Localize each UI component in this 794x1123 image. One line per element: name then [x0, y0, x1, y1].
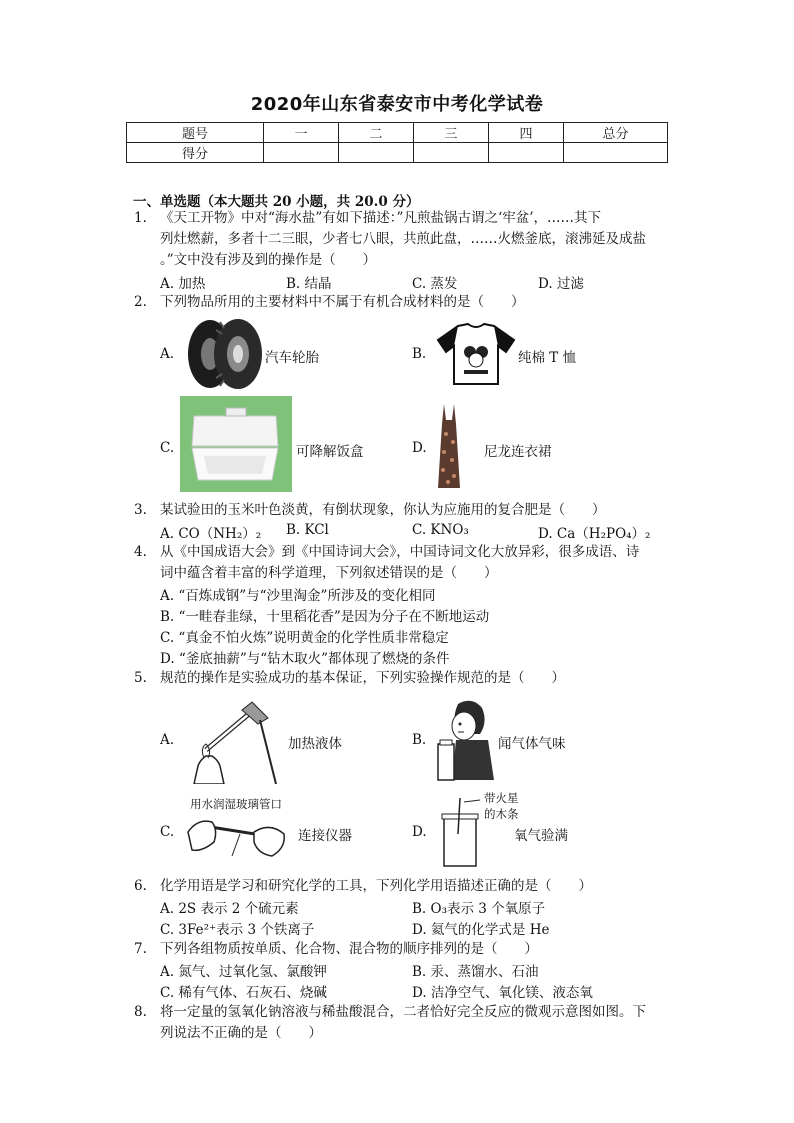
option-letter: B. [412, 732, 427, 748]
option-c: C. 蒸发 [412, 276, 458, 292]
question-number: 8. [134, 1004, 147, 1020]
question-text-line: 词中蕴含着丰富的科学道理，下列叙述错误的是（ ） [160, 565, 498, 581]
header-cell: 一 [264, 123, 339, 143]
dress-image [434, 402, 464, 492]
score-table-score-row [127, 143, 668, 163]
option-d-label: 尼龙连衣裙 [484, 444, 552, 460]
row-label-cell: 得分 [127, 143, 264, 163]
question-number: 6. [134, 878, 147, 894]
question-text-line: 。”文中没有涉及到的操作是（ ） [160, 252, 377, 268]
header-cell: 三 [414, 123, 489, 143]
option-letter: D. [412, 824, 427, 840]
question-text-line: 将一定量的氢氧化钠溶液与稀盐酸混合，二者恰好完全反应的微观示意图如图。下 [160, 1004, 646, 1020]
smelling-gas-image [434, 698, 496, 782]
image-caption: 的木条 [484, 807, 519, 821]
question-8 [134, 1002, 674, 1044]
option-a: A. CO（NH₂）₂ [160, 526, 262, 542]
question-number: 2. [134, 294, 147, 310]
option-a: A. 加热 [160, 276, 206, 292]
score-cell [414, 143, 489, 163]
header-cell: 四 [489, 123, 564, 143]
question-text: 下列各组物质按单质、化合物、混合物的顺序排列的是（ ） [160, 941, 538, 957]
option-c: C. 稀有气体、石灰石、烧碱 [160, 985, 327, 1001]
question-2 [134, 292, 674, 313]
image-caption: 用水润湿玻璃管口 [190, 797, 282, 811]
question-text: 下列物品所用的主要材料中不属于有机合成材料的是（ ） [160, 294, 525, 310]
option-d: D. 过滤 [538, 276, 584, 292]
option-c-label: 连接仪器 [298, 828, 352, 844]
oxygen-test-image [436, 794, 484, 870]
question-text-line: 列灶燃薪，多者十二三眼，少者七八眼，共煎此盘，……火燃釜底，滚沸延及成盐 [160, 231, 646, 247]
option-b: B. “一畦春韭绿，十里稻花香”是因为分子在不断地运动 [160, 609, 490, 625]
image-caption: 带火星 [484, 791, 519, 805]
option-b: B. 汞、蒸馏水、石油 [412, 964, 539, 980]
question-number: 3. [134, 502, 147, 518]
option-letter: C. [160, 440, 175, 456]
question-7 [134, 939, 674, 960]
option-letter: A. [160, 732, 175, 748]
option-d: D. 洁净空气、氧化镁、液态氧 [412, 985, 593, 1001]
option-b-label: 闻气体气味 [498, 736, 566, 752]
option-letter: B. [412, 346, 427, 362]
option-d: D. Ca（H₂PO₄）₂ [538, 526, 651, 542]
option-letter: C. [160, 824, 175, 840]
score-cell [264, 143, 339, 163]
option-d: D. “釜底抽薪”与“钻木取火”都体现了燃烧的条件 [160, 651, 450, 667]
question-4 [134, 542, 674, 584]
tire-image [180, 318, 266, 390]
option-d-label: 氧气验满 [514, 828, 568, 844]
option-b: B. 结晶 [286, 276, 332, 292]
option-a-label: 加热液体 [288, 736, 342, 752]
option-letter: D. [412, 440, 427, 456]
header-cell: 题号 [127, 123, 264, 143]
option-a: A. 2S 表示 2 个硫元素 [160, 901, 299, 917]
question-3 [134, 500, 674, 521]
option-b: B. O₃表示 3 个氧原子 [412, 901, 546, 917]
page-title: 2020年山东省泰安市中考化学试卷 [250, 94, 544, 115]
section-heading: 一、单选题（本大题共 20 小题，共 20.0 分） [133, 194, 420, 210]
question-text: 化学用语是学习和研究化学的工具，下列化学用语描述正确的是（ ） [160, 878, 592, 894]
option-d: D. 氦气的化学式是 He [412, 922, 550, 938]
tshirt-image [434, 322, 518, 386]
question-text: 某试验田的玉米叶色淡黄，有倒状现象，你认为应施用的复合肥是（ ） [160, 502, 606, 518]
option-a: A. “百炼成钢”与“沙里淘金”所涉及的变化相同 [160, 588, 436, 604]
lunchbox-image [180, 396, 292, 492]
option-c: C. KNO₃ [412, 522, 469, 538]
option-b-label: 纯棉 T 恤 [518, 350, 577, 366]
connecting-apparatus-image [184, 812, 288, 862]
header-cell: 二 [339, 123, 414, 143]
option-b: B. KCl [286, 522, 329, 538]
question-number: 1. [134, 210, 147, 226]
option-c: C. 3Fe²⁺表示 3 个铁离子 [160, 922, 315, 938]
header-cell: 总分 [564, 123, 668, 143]
question-text-line: 列说法不正确的是（ ） [160, 1025, 322, 1041]
score-cell [489, 143, 564, 163]
option-c: C. “真金不怕火炼”说明黄金的化学性质非常稳定 [160, 630, 449, 646]
question-5 [134, 668, 674, 689]
option-c-label: 可降解饭盒 [296, 444, 364, 460]
option-a-label: 汽车轮胎 [265, 350, 319, 366]
score-table [126, 122, 668, 163]
question-1 [134, 208, 674, 271]
option-a: A. 氮气、过氧化氢、氯酸钾 [160, 964, 327, 980]
question-number: 4. [134, 544, 147, 560]
question-text-line: 从《中国成语大会》到《中国诗词大会》，中国诗词文化大放异彩，很多成语、诗 [160, 544, 640, 560]
score-cell [564, 143, 668, 163]
question-number: 5. [134, 670, 147, 686]
score-cell [339, 143, 414, 163]
question-number: 7. [134, 941, 147, 957]
option-letter: A. [160, 346, 175, 362]
question-text-line: 《天工开物》中对“海水盐”有如下描述：”凡煎盐锅古谓之‘牢盆’，……其下 [160, 210, 602, 226]
score-table-header-row [127, 123, 668, 143]
question-6 [134, 876, 674, 897]
question-text: 规范的操作是实验成功的基本保证，下列实验操作规范的是（ ） [160, 670, 565, 686]
heating-liquid-image [180, 700, 280, 784]
